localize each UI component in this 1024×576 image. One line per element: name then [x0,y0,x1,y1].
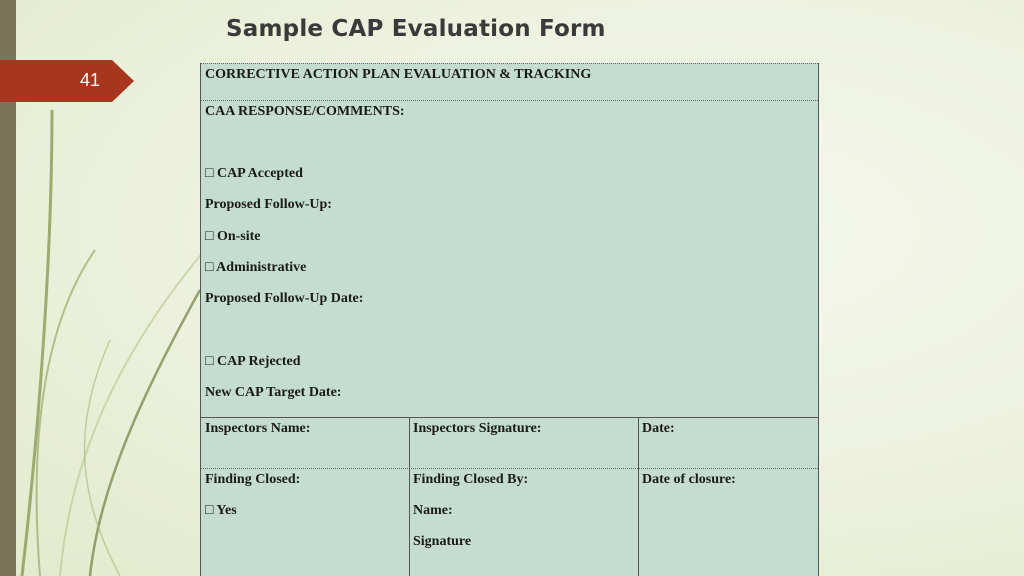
on-site-checkbox[interactable]: □ On-site [205,229,261,244]
name-label: Name: [413,503,453,518]
caa-response-label: CAA RESPONSE/COMMENTS: [205,104,405,119]
slide-title: Sample CAP Evaluation Form [226,16,606,42]
inspectors-name-label: Inspectors Name: [205,421,311,436]
page-number-tab [0,60,134,102]
column-divider [409,417,410,576]
date-label: Date: [642,421,675,436]
cap-accepted-checkbox[interactable]: □ CAP Accepted [205,166,303,181]
cap-rejected-checkbox[interactable]: □ CAP Rejected [205,354,301,369]
finding-closed-label: Finding Closed: [205,472,301,487]
yes-checkbox[interactable]: □ Yes [205,503,237,518]
proposed-follow-up-label: Proposed Follow-Up: [205,197,332,212]
inspectors-signature-label: Inspectors Signature: [413,421,542,436]
column-divider [638,417,639,576]
new-cap-target-date-label: New CAP Target Date: [205,385,342,400]
page-number: 41 [80,70,101,90]
signature-label: Signature [413,534,472,549]
administrative-checkbox[interactable]: □ Administrative [205,260,307,275]
form-header: CORRECTIVE ACTION PLAN EVALUATION & TRACKING [205,67,592,82]
date-of-closure-label: Date of closure: [642,472,736,487]
finding-closed-by-label: Finding Closed By: [413,472,529,487]
cap-evaluation-form [200,63,819,576]
divider [201,417,818,418]
form-top-border [201,63,818,64]
divider [201,100,818,101]
proposed-follow-up-date-label: Proposed Follow-Up Date: [205,291,364,306]
divider [201,468,818,469]
